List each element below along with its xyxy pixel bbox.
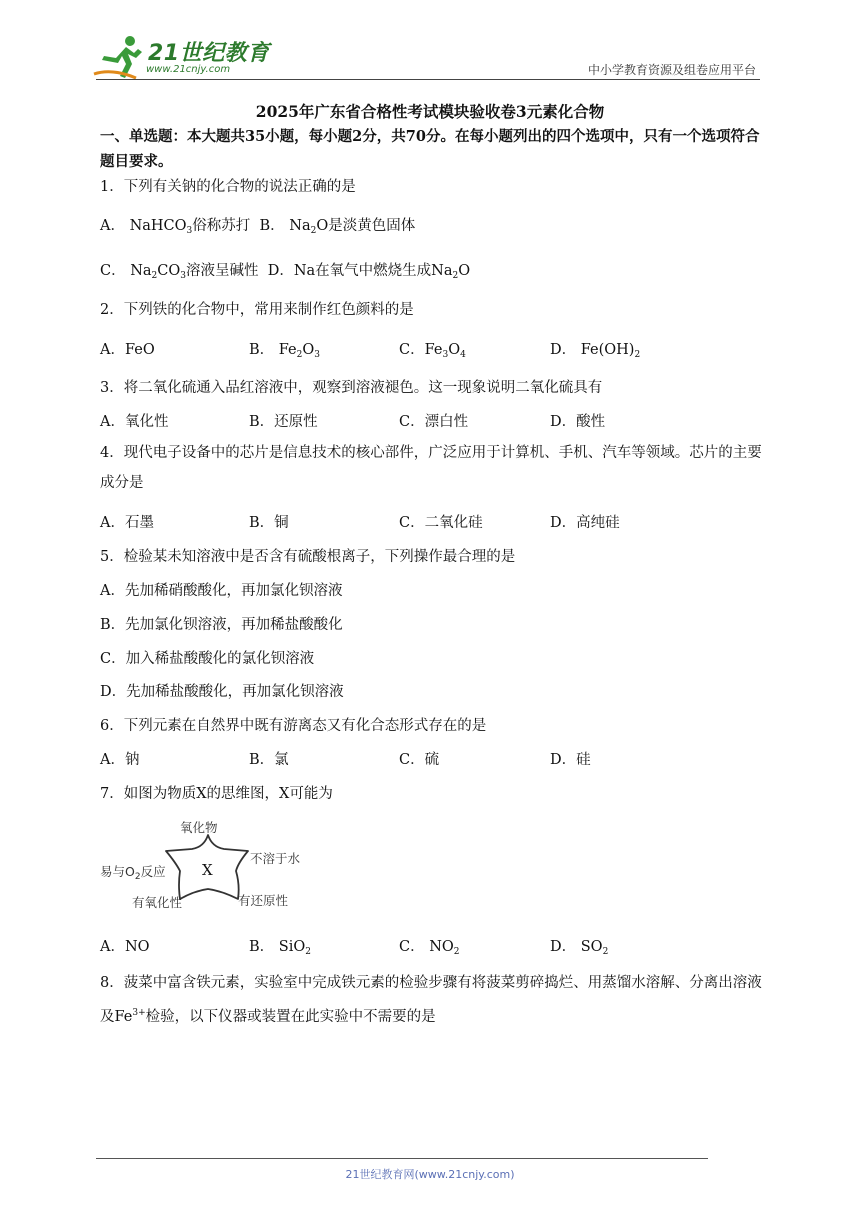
option-a: A． NaHCO$_3$俗称苏打: [100, 218, 251, 236]
option-b: B． $Na_2O$是淡黄色固体: [254, 218, 416, 236]
option-c: C．二氧化硅: [399, 515, 483, 531]
option-b: B．氯: [249, 752, 289, 768]
option-d: D．酸性: [550, 414, 606, 430]
option-d: D．Na在氧气中燃烧生成$Na_2O$: [263, 263, 471, 281]
option-a: A．先加稀硝酸酸化，再加氯化钡溶液: [100, 583, 343, 599]
option-c: C．硫: [399, 752, 440, 768]
logo-url: www.21cnjy.com: [146, 64, 231, 75]
question-options: [100, 214, 415, 236]
option-b: B． $Fe_2O_3$: [249, 342, 320, 360]
label-oxidizing: 有氧化性: [132, 895, 183, 910]
question-stem: 2．下列铁的化合物中，常用来制作红色颜料的是: [100, 302, 414, 318]
question-options: [100, 748, 765, 770]
option-a: A．FeO: [100, 342, 155, 358]
option-c: C．加入稀盐酸酸化的氯化钡溶液: [100, 651, 315, 667]
label-center-x: X: [202, 861, 213, 879]
option-b: B．铜: [249, 515, 289, 531]
option-a: A．氧化性: [100, 414, 169, 430]
question-stem: 1．下列有关钠的化合物的说法正确的是: [100, 179, 356, 195]
runner-logo-icon: [92, 34, 152, 82]
question-options: [100, 338, 765, 360]
question-stem: 4．现代电子设备中的芯片是信息技术的核心部件，广泛应用于计算机、手机、汽车等领域。芯片的主要成分是: [100, 445, 762, 491]
option-c: C．$Fe_3O_4$: [399, 342, 466, 360]
logo-text: 21世纪教育: [148, 41, 270, 66]
option-a: A．钠: [100, 752, 140, 768]
option-d: D． $Fe(OH)_2$: [550, 342, 641, 360]
option-a: A．石墨: [100, 515, 154, 531]
option-d: D．硅: [550, 752, 591, 768]
question-stem: 7．如图为物质X的思维图，X可能为: [100, 786, 333, 802]
option-b: B．先加氯化钡溶液，再加稀盐酸酸化: [100, 617, 343, 633]
question-stem: 6．下列元素在自然界中既有游离态又有化合态形式存在的是: [100, 718, 487, 734]
label-insoluble: 不溶于水: [250, 851, 301, 866]
option-d: D．先加稀盐酸酸化，再加氯化钡溶液: [100, 684, 344, 700]
question-stem: 8．菠菜中富含铁元素，实验室中完成铁元素的检验步骤有将菠菜剪碎捣烂、用蒸馏水溶解、分离出溶液及$Fe^{3+}$检验，以下仪器或装置在此实验中不需要的是: [100, 975, 762, 1025]
option-d: D．高纯硅: [550, 515, 620, 531]
footer-text: 21世纪教育网(www.21cnjy.com): [345, 1168, 515, 1181]
question-options: [100, 410, 765, 432]
page-title: 2025年广东省合格性考试模块验收卷3元素化合物: [255, 102, 605, 121]
label-reducing: 有还原性: [238, 893, 289, 908]
option-b: B．还原性: [249, 414, 318, 430]
question-options: [100, 259, 470, 281]
question-options: [100, 935, 765, 957]
option-d: D． $SO_2$: [550, 939, 609, 957]
option-b: B． SiO$_2$: [249, 939, 311, 957]
question-stem: 5．检验某未知溶液中是否含有硫酸根离子，下列操作最合理的是: [100, 549, 516, 565]
label-oxide: 氧化物: [180, 820, 218, 835]
question-stem: 3．将二氧化硫通入品红溶液中，观察到溶液褪色。这一现象说明二氧化硫具有: [100, 380, 603, 396]
question-options: [100, 511, 765, 533]
header-divider: [96, 79, 760, 80]
option-c: C． $Na_2CO_3$溶液呈碱性: [100, 263, 259, 281]
mind-map-figure: [98, 815, 318, 915]
label-reacts-o2: 易与$O_2$反应: [100, 864, 166, 882]
option-c: C．漂白性: [399, 414, 469, 430]
platform-name: 中小学教育资源及组卷应用平台: [587, 63, 756, 77]
option-c: C． $NO_2$: [399, 939, 460, 957]
option-a: A．NO: [100, 939, 150, 955]
footer-divider: [96, 1158, 708, 1159]
section-heading: 一、单选题：本大题共35小题，每小题2分，共70分。在每小题列出的四个选项中，只有一个选项符合题目要求。: [100, 128, 760, 170]
